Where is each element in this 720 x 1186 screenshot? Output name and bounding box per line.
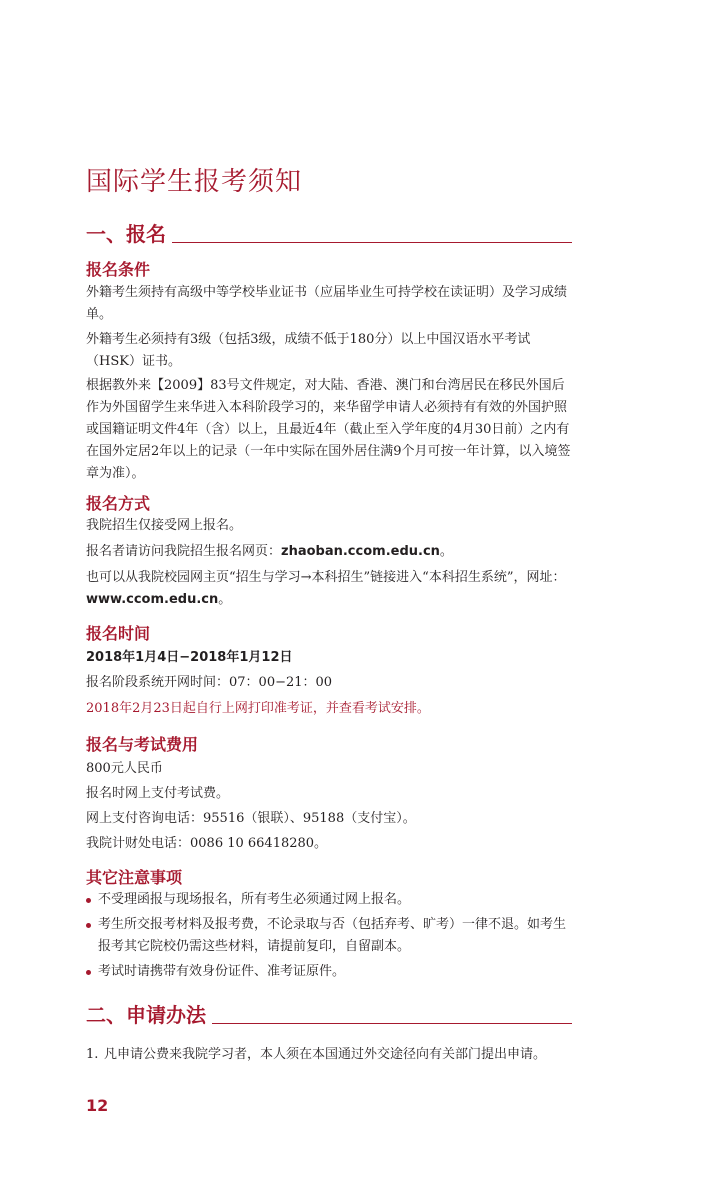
section-header-registration — [86, 222, 572, 246]
bullet-icon — [86, 970, 91, 975]
page-number: 12 — [86, 1096, 109, 1115]
subheading-notes: 其它注意事项 — [86, 868, 183, 887]
campus-url-link[interactable]: www.ccom.edu.cn — [86, 592, 219, 607]
punctuation: 。 — [218, 592, 232, 607]
fee-paragraph-2: 网上支付咨询电话：95516（银联）、95188（支付宝）。 — [86, 811, 416, 826]
list-item — [86, 914, 576, 958]
numbered-item — [86, 1044, 576, 1066]
subheading-conditions: 报名条件 — [86, 260, 151, 279]
list-item — [86, 961, 576, 983]
fee-paragraph-3: 我院计财处电话：0086 10 66418280。 — [86, 836, 328, 851]
section-title: 一、报名 — [86, 222, 166, 246]
registration-dates: 2018年1月4日−2018年1月12日 — [86, 650, 293, 665]
item-number: 1. — [86, 1047, 99, 1062]
conditions-paragraph-2: 外籍考生必须持有3级（包括3级，成绩不低于180分）以上中国汉语水平考试（HSK）证书。 — [86, 332, 531, 369]
notes-list — [86, 889, 576, 986]
method-paragraph-3 — [86, 567, 576, 611]
system-hours: 报名阶段系统开网时间：07：00−21：00 — [86, 675, 333, 690]
section-divider — [212, 1023, 572, 1024]
method-paragraph-1: 我院招生仅接受网上报名。 — [86, 518, 243, 533]
method-paragraph-2 — [86, 541, 576, 563]
admission-ticket-notice: 2018年2月23日起自行上网打印准考证，并查看考试安排。 — [86, 701, 430, 716]
fee-amount: 800元人民币 — [86, 761, 163, 776]
conditions-paragraph-3: 根据教外来【2009】83号文件规定，对大陆、香港、澳门和台湾居民在移民外国后作为外国留学生来华进入本科阶段学习的，来华留学申请人必须持有有效的外国护照或国籍证明文件4年（含）以上，且最近4年（截止至入学年度的4月30日前）之内有在国外定居2年以上的记录（一年中实际在国外居住满9个月可按一年计算，以入境签章为准）。 — [86, 378, 571, 481]
subheading-time: 报名时间 — [86, 624, 151, 643]
section-title: 二、申请办法 — [86, 1003, 206, 1027]
section-header-application — [86, 1003, 572, 1027]
method-text: 也可以从我院校园网主页“招生与学习→本科招生”链接进入“本科招生系统”，网址： — [86, 570, 566, 585]
registration-url-link[interactable]: zhaoban.ccom.edu.cn — [281, 544, 440, 559]
list-item-text: 考生所交报考材料及报考费，不论录取与否（包括弃考、旷考）一律不退。如考生报考其它院校仍需这些材料，请提前复印，自留副本。 — [98, 917, 567, 954]
list-item-text: 不受理函报与现场报名，所有考生必须通过网上报名。 — [98, 892, 411, 907]
fee-paragraph-1: 报名时网上支付考试费。 — [86, 786, 230, 801]
bullet-icon — [86, 923, 91, 928]
method-text: 报名者请访问我院招生报名网页： — [86, 544, 282, 559]
list-item — [86, 889, 576, 911]
subheading-method: 报名方式 — [86, 494, 151, 513]
section-divider — [172, 242, 572, 243]
page-title: 国际学生报考须知 — [86, 167, 303, 198]
item-text: 凡申请公费来我院学习者，本人须在本国通过外交途径向有关部门提出申请。 — [104, 1047, 547, 1062]
punctuation: 。 — [439, 544, 453, 559]
bullet-icon — [86, 898, 91, 903]
list-item-text: 考试时请携带有效身份证件、准考证原件。 — [98, 964, 346, 979]
conditions-paragraph-1: 外籍考生须持有高级中等学校毕业证书（应届毕业生可持学校在读证明）及学习成绩单。 — [86, 285, 568, 322]
subheading-fees: 报名与考试费用 — [86, 735, 199, 754]
